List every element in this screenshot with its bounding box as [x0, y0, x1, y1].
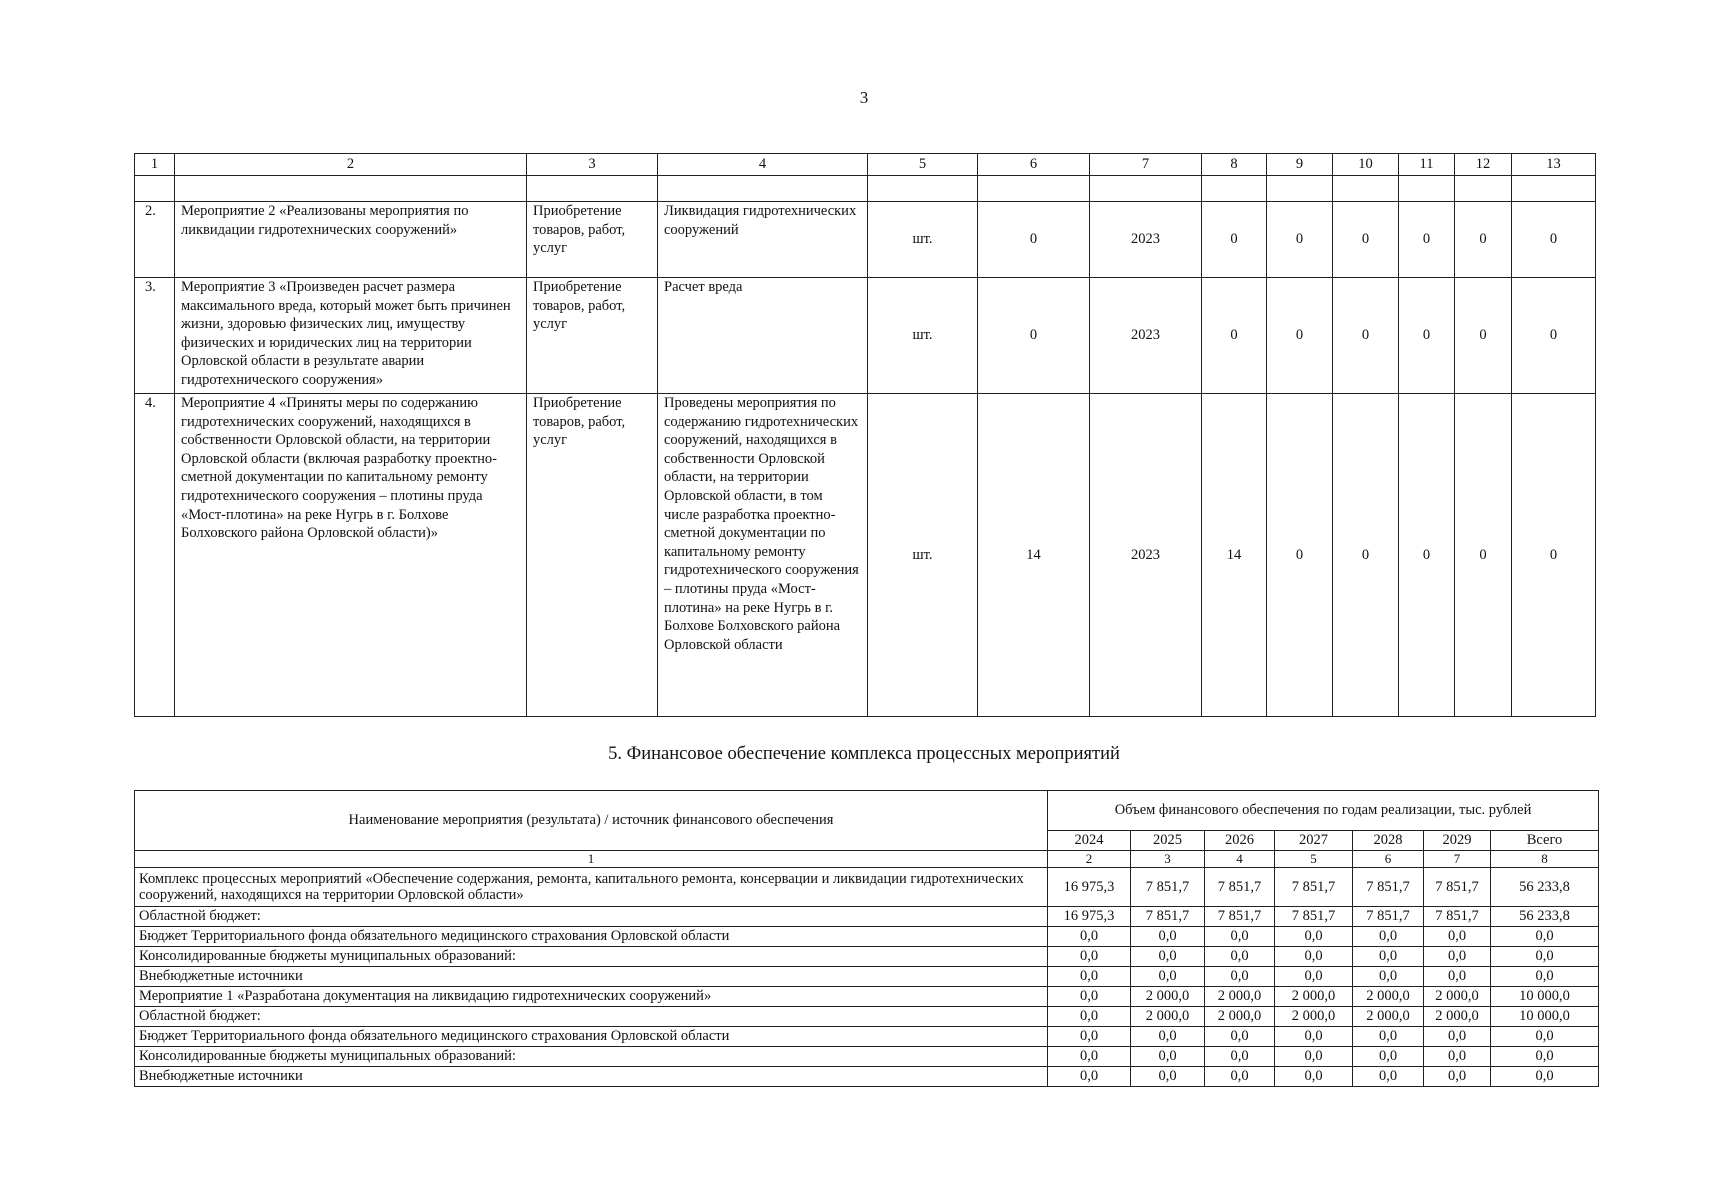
finance-row	[135, 1007, 1599, 1027]
finance-value: 7 851,7	[1275, 868, 1353, 907]
finance-value: 0,0	[1275, 1047, 1353, 1067]
finance-total: 10 000,0	[1491, 1007, 1599, 1027]
finance-value: 2 000,0	[1205, 1007, 1275, 1027]
column-number: 5	[868, 154, 978, 176]
column-number: 1	[135, 851, 1048, 868]
base-value: 14	[978, 394, 1090, 717]
finance-value: 0,0	[1131, 967, 1205, 987]
finance-value: 0,0	[1205, 1027, 1275, 1047]
finance-value: 0,0	[1424, 1067, 1491, 1087]
finance-value: 0,0	[1353, 1027, 1424, 1047]
column-number: 2	[1048, 851, 1131, 868]
column-number: 7	[1090, 154, 1202, 176]
column-number: 11	[1399, 154, 1455, 176]
column-number: 1	[135, 154, 175, 176]
finance-value: 7 851,7	[1353, 868, 1424, 907]
finance-row	[135, 987, 1599, 1007]
finance-value: 0,0	[1275, 927, 1353, 947]
finance-row	[135, 1027, 1599, 1047]
column-number: 3	[527, 154, 658, 176]
table-row	[135, 278, 1596, 394]
name-column-header: Наименование мероприятия (результата) / источник финансового обеспечения	[135, 791, 1048, 851]
measure-type: Приобретение товаров, работ, услуг	[527, 202, 658, 278]
finance-value: 0,0	[1048, 1047, 1131, 1067]
value-2028: 0	[1455, 202, 1512, 278]
finance-row-label: Бюджет Территориального фонда обязательного медицинского страхования Орловской области	[135, 1027, 1048, 1047]
finance-total: 0,0	[1491, 1047, 1599, 1067]
unit: шт.	[868, 278, 978, 394]
base-year: 2023	[1090, 394, 1202, 717]
finance-value: 2 000,0	[1424, 1007, 1491, 1027]
value-2029: 0	[1512, 394, 1596, 717]
row-number: 4.	[135, 394, 175, 717]
finance-total: 0,0	[1491, 947, 1599, 967]
finance-row	[135, 1067, 1599, 1087]
finance-table-body	[135, 868, 1599, 1087]
value-2024: 14	[1202, 394, 1267, 717]
year-header: 2028	[1353, 831, 1424, 851]
finance-value: 0,0	[1275, 1027, 1353, 1047]
column-number: 9	[1267, 154, 1333, 176]
finance-value: 0,0	[1205, 927, 1275, 947]
finance-value: 0,0	[1048, 967, 1131, 987]
column-number: 4	[658, 154, 868, 176]
finance-value: 2 000,0	[1131, 1007, 1205, 1027]
year-header: 2026	[1205, 831, 1275, 851]
volume-column-header: Объем финансового обеспечения по годам реализации, тыс. рублей	[1048, 791, 1599, 831]
finance-total: 10 000,0	[1491, 987, 1599, 1007]
finance-value: 7 851,7	[1131, 907, 1205, 927]
finance-value: 0,0	[1424, 1047, 1491, 1067]
finance-total: 0,0	[1491, 1067, 1599, 1087]
finance-value: 2 000,0	[1424, 987, 1491, 1007]
base-year: 2023	[1090, 202, 1202, 278]
column-number-row	[135, 154, 1596, 176]
unit: шт.	[868, 202, 978, 278]
value-2025: 0	[1267, 278, 1333, 394]
measure-result: Проведены мероприятия по содержанию гидротехнических сооружений, находящихся в собственности Орловской области, на территории Орловской области, в том числе разработка проектно-сметной документации по капитальному ремонту гидротехнического сооружения – плотины пруда «Мост-плотина» на реке Нугрь в г. Болхове Болховского района Орловской области	[658, 394, 868, 717]
finance-row-label: Мероприятие 1 «Разработана документация на ликвидацию гидротехнических сооружений»	[135, 987, 1048, 1007]
finance-header-row	[135, 791, 1599, 831]
total-header: Всего	[1491, 831, 1599, 851]
column-number-row	[135, 851, 1599, 868]
value-2028: 0	[1455, 394, 1512, 717]
finance-total: 56 233,8	[1491, 868, 1599, 907]
base-value: 0	[978, 202, 1090, 278]
column-number: 6	[978, 154, 1090, 176]
unit: шт.	[868, 394, 978, 717]
finance-value: 2 000,0	[1205, 987, 1275, 1007]
finance-value: 0,0	[1275, 967, 1353, 987]
finance-row-label: Комплекс процессных мероприятий «Обеспечение содержания, ремонта, капитального ремонта, консервации и ликвидации гидротехнических сооружений, находящихся на территории Орловской области»	[135, 868, 1048, 907]
measures-table	[134, 153, 1596, 717]
finance-value: 0,0	[1353, 967, 1424, 987]
column-number: 2	[175, 154, 527, 176]
finance-value: 0,0	[1048, 1007, 1131, 1027]
column-number: 5	[1275, 851, 1353, 868]
finance-value: 0,0	[1131, 1047, 1205, 1067]
measure-result: Ликвидация гидротехнических сооружений	[658, 202, 868, 278]
value-2029: 0	[1512, 202, 1596, 278]
finance-value: 0,0	[1424, 967, 1491, 987]
finance-value: 0,0	[1048, 1027, 1131, 1047]
finance-row	[135, 967, 1599, 987]
year-header: 2029	[1424, 831, 1491, 851]
finance-value: 7 851,7	[1353, 907, 1424, 927]
finance-row	[135, 907, 1599, 927]
finance-row-label: Областной бюджет:	[135, 907, 1048, 927]
finance-value: 0,0	[1048, 947, 1131, 967]
table-row	[135, 202, 1596, 278]
finance-row-label: Консолидированные бюджеты муниципальных образований:	[135, 947, 1048, 967]
finance-value: 0,0	[1275, 947, 1353, 967]
measure-type: Приобретение товаров, работ, услуг	[527, 394, 658, 717]
finance-value: 7 851,7	[1275, 907, 1353, 927]
finance-total: 56 233,8	[1491, 907, 1599, 927]
column-number: 7	[1424, 851, 1491, 868]
finance-value: 7 851,7	[1131, 868, 1205, 907]
measure-name: Мероприятие 3 «Произведен расчет размера максимального вреда, который может быть причинен жизни, здоровью физических лиц, имуществу физических и юридических лиц на территории Орловской области в результате аварии гидротехнического сооружения»	[175, 278, 527, 394]
finance-value: 0,0	[1205, 947, 1275, 967]
finance-value: 0,0	[1205, 1047, 1275, 1067]
finance-row	[135, 927, 1599, 947]
finance-value: 7 851,7	[1424, 907, 1491, 927]
value-2026: 0	[1333, 394, 1399, 717]
finance-value: 0,0	[1131, 947, 1205, 967]
value-2026: 0	[1333, 202, 1399, 278]
value-2027: 0	[1399, 278, 1455, 394]
measure-name: Мероприятие 2 «Реализованы мероприятия по ликвидации гидротехнических сооружений»	[175, 202, 527, 278]
finance-value: 2 000,0	[1353, 987, 1424, 1007]
column-number: 13	[1512, 154, 1596, 176]
base-value: 0	[978, 278, 1090, 394]
finance-value: 0,0	[1131, 1067, 1205, 1087]
finance-row-label: Внебюджетные источники	[135, 1067, 1048, 1087]
base-year: 2023	[1090, 278, 1202, 394]
row-number: 2.	[135, 202, 175, 278]
finance-value: 0,0	[1424, 947, 1491, 967]
finance-value: 0,0	[1353, 947, 1424, 967]
column-number: 6	[1353, 851, 1424, 868]
finance-value: 0,0	[1205, 1067, 1275, 1087]
column-number: 8	[1202, 154, 1267, 176]
finance-total: 0,0	[1491, 927, 1599, 947]
finance-value: 0,0	[1353, 1067, 1424, 1087]
finance-value: 7 851,7	[1205, 907, 1275, 927]
finance-value: 16 975,3	[1048, 868, 1131, 907]
finance-table	[134, 790, 1599, 1087]
finance-value: 2 000,0	[1275, 1007, 1353, 1027]
finance-value: 0,0	[1353, 1047, 1424, 1067]
finance-total: 0,0	[1491, 1027, 1599, 1047]
value-2028: 0	[1455, 278, 1512, 394]
value-2027: 0	[1399, 202, 1455, 278]
value-2026: 0	[1333, 278, 1399, 394]
measure-type: Приобретение товаров, работ, услуг	[527, 278, 658, 394]
measure-name: Мероприятие 4 «Приняты меры по содержанию гидротехнических сооружений, находящихся в собственности Орловской области, на территории Орловской области (включая разработку проектно-сметной документации по капитальному ремонту гидротехнического сооружения – плотины пруда «Мост-плотина» на реке Нугрь в г. Болхове Болховского района Орловской области)»	[175, 394, 527, 717]
column-number: 12	[1455, 154, 1512, 176]
column-number: 3	[1131, 851, 1205, 868]
finance-value: 2 000,0	[1131, 987, 1205, 1007]
section-title: 5. Финансовое обеспечение комплекса процессных мероприятий	[608, 744, 1120, 764]
column-number: 10	[1333, 154, 1399, 176]
finance-value: 0,0	[1048, 987, 1131, 1007]
year-header: 2025	[1131, 831, 1205, 851]
value-2027: 0	[1399, 394, 1455, 717]
page-number: 3	[859, 88, 869, 107]
finance-value: 2 000,0	[1353, 1007, 1424, 1027]
finance-row-label: Бюджет Территориального фонда обязательного медицинского страхования Орловской области	[135, 927, 1048, 947]
finance-value: 0,0	[1131, 927, 1205, 947]
finance-value: 0,0	[1275, 1067, 1353, 1087]
finance-value: 0,0	[1131, 1027, 1205, 1047]
finance-value: 7 851,7	[1205, 868, 1275, 907]
finance-value: 0,0	[1424, 1027, 1491, 1047]
finance-value: 0,0	[1048, 927, 1131, 947]
column-number: 8	[1491, 851, 1599, 868]
value-2029: 0	[1512, 278, 1596, 394]
year-header: 2027	[1275, 831, 1353, 851]
value-2025: 0	[1267, 394, 1333, 717]
empty-row	[135, 176, 1596, 202]
finance-row	[135, 868, 1599, 907]
finance-row-label: Областной бюджет:	[135, 1007, 1048, 1027]
finance-value: 0,0	[1205, 967, 1275, 987]
finance-row	[135, 1047, 1599, 1067]
finance-value: 16 975,3	[1048, 907, 1131, 927]
finance-row-label: Консолидированные бюджеты муниципальных образований:	[135, 1047, 1048, 1067]
finance-total: 0,0	[1491, 967, 1599, 987]
finance-value: 7 851,7	[1424, 868, 1491, 907]
value-2024: 0	[1202, 202, 1267, 278]
value-2025: 0	[1267, 202, 1333, 278]
finance-value: 0,0	[1353, 927, 1424, 947]
finance-value: 0,0	[1424, 927, 1491, 947]
finance-value: 2 000,0	[1275, 987, 1353, 1007]
measure-result: Расчет вреда	[658, 278, 868, 394]
finance-row	[135, 947, 1599, 967]
value-2024: 0	[1202, 278, 1267, 394]
year-header: 2024	[1048, 831, 1131, 851]
finance-row-label: Внебюджетные источники	[135, 967, 1048, 987]
column-number: 4	[1205, 851, 1275, 868]
table-row	[135, 394, 1596, 717]
finance-value: 0,0	[1048, 1067, 1131, 1087]
row-number: 3.	[135, 278, 175, 394]
